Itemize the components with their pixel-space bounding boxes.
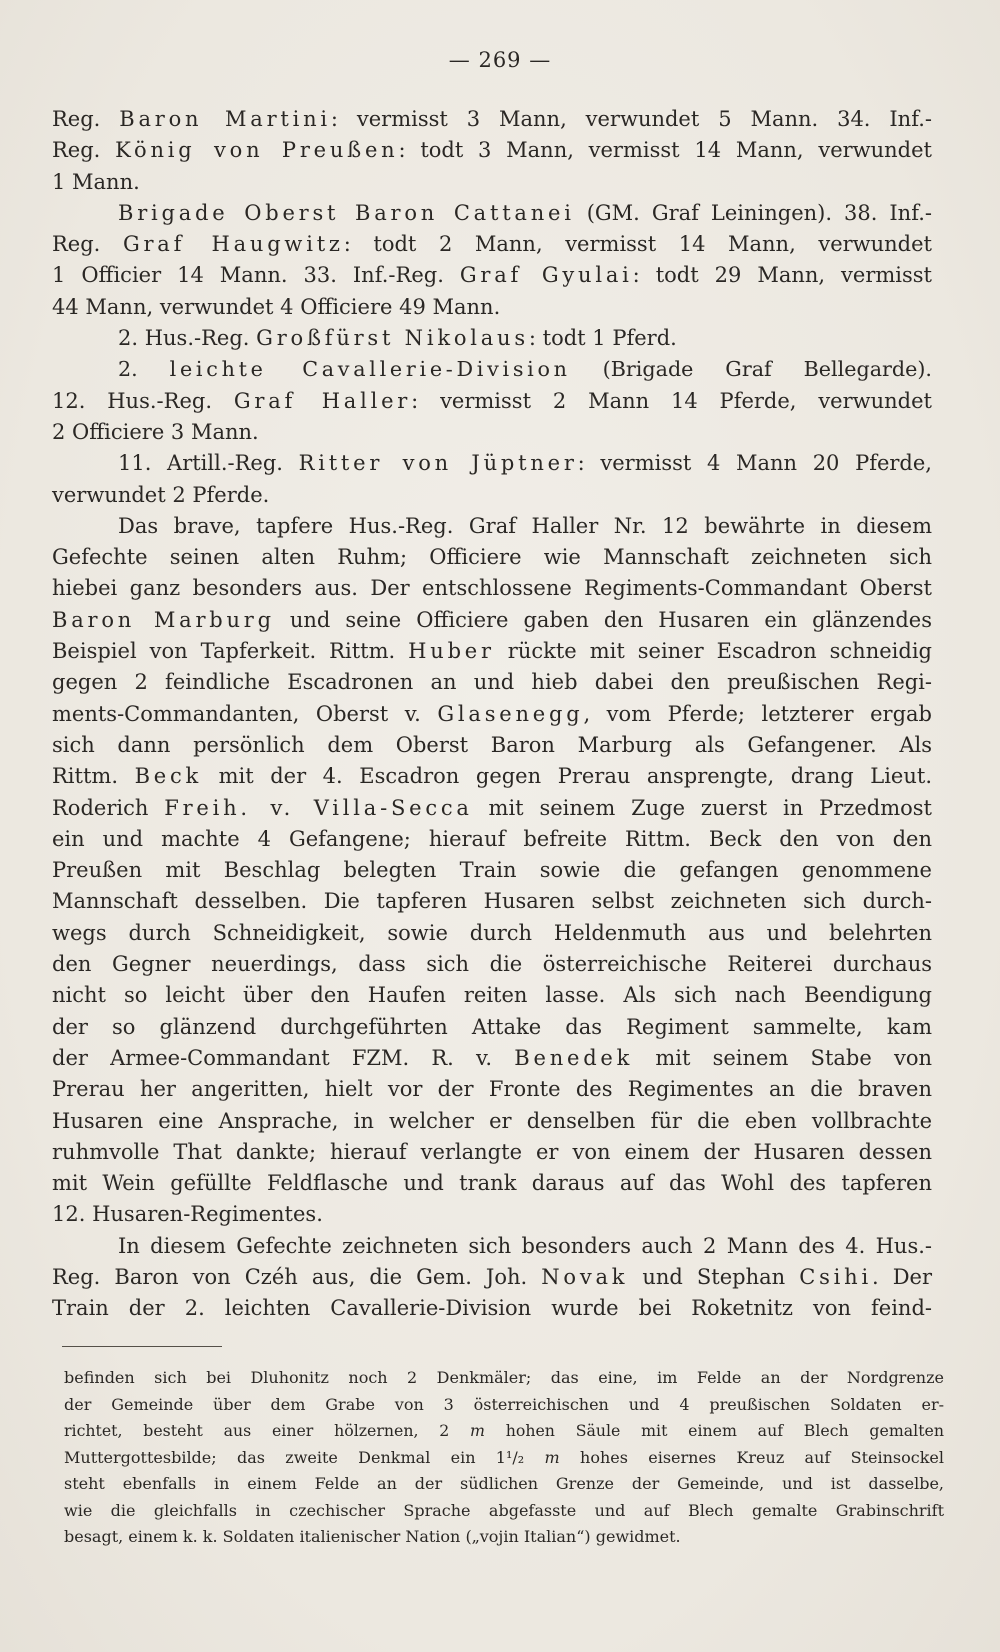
text-line: wegs durch Schneidigkeit, sowie durch Heldenmuth aus und belehrten xyxy=(52,920,932,945)
text-line: Reg. Graf Haugwitz: todt 2 Mann, vermisst 14 Mann, verwundet xyxy=(52,232,932,257)
text-line: sich dann persönlich dem Oberst Baron Marburg als Gefangener. Als xyxy=(52,732,932,757)
text-line: Husaren eine Ansprache, in welcher er denselben für die eben vollbrachte xyxy=(52,1108,932,1133)
text-line: 12. Husaren-Regimentes. xyxy=(52,1202,323,1227)
footnote-line: richtet, besteht aus einer hölzernen, 2 m hohen Säule mit einem auf Blech gemalten xyxy=(64,1421,944,1440)
text-line: Das brave, tapfere Hus.-Reg. Graf Haller Nr. 12 bewährte in diesem xyxy=(118,513,932,538)
text-line: gegen 2 feindliche Escadronen an und hieb dabei den preußischen Regi- xyxy=(52,670,932,695)
text-line: der so glänzend durchgeführten Attake das Regiment sammelte, kam xyxy=(52,1014,932,1039)
text-line: Reg. Baron Martini: vermisst 3 Mann, verwundet 5 Mann. 34. Inf.- xyxy=(52,107,932,131)
text-line: nicht so leicht über den Haufen reiten lasse. Als sich nach Beendigung xyxy=(52,983,932,1008)
text-line: ments-Commandanten, Oberst v. Glasenegg, vom Pferde; letzterer ergab xyxy=(52,701,932,726)
text-line: Rittm. Beck mit der 4. Escadron gegen Prerau ansprengte, drang Lieut. xyxy=(52,764,932,789)
text-line: Reg. König von Preußen: todt 3 Mann, vermisst 14 Mann, verwundet xyxy=(52,138,932,163)
text-line: ein und machte 4 Gefangene; hierauf befreite Rittm. Beck den von den xyxy=(52,826,932,851)
text-line: 2. Hus.-Reg. Großfürst Nikolaus: todt 1 Pferd. xyxy=(118,326,677,351)
text-line: den Gegner neuerdings, dass sich die österreichische Reiterei durchaus xyxy=(52,952,932,977)
text-line: 1 Officier 14 Mann. 33. Inf.-Reg. Graf Gyulai: todt 29 Mann, vermisst xyxy=(52,263,932,288)
text-line: hiebei ganz besonders aus. Der entschlossene Regiments-Commandant Oberst xyxy=(52,576,932,601)
text-line: Baron Marburg und seine Officiere gaben den Husaren ein glänzendes xyxy=(52,607,932,632)
text-line: 11. Artill.-Reg. Ritter von Jüptner: vermisst 4 Mann 20 Pferde, xyxy=(118,451,932,476)
text-line: 1 Mann. xyxy=(52,169,140,194)
footnote-divider xyxy=(62,1346,222,1347)
text-line: verwundet 2 Pferde. xyxy=(52,482,270,507)
text-line: 2. leichte Cavallerie-Division (Brigade Graf Bellegarde). xyxy=(118,357,932,382)
footnote-line: befinden sich bei Dluhonitz noch 2 Denkmäler; das eine, im Felde an der Nordgrenze xyxy=(64,1368,944,1387)
text-line: Mannschaft desselben. Die tapferen Husaren selbst zeichneten sich durch- xyxy=(52,889,932,914)
text-line: der Armee-Commandant FZM. R. v. Benedek mit seinem Stabe von xyxy=(52,1045,932,1070)
text-line: Reg. Baron von Czéh aus, die Gem. Joh. Novak und Stephan Csihi. Der xyxy=(52,1264,932,1289)
text-line: Prerau her angeritten, hielt vor der Fronte des Regimentes an die braven xyxy=(52,1077,932,1102)
text-line: mit Wein gefüllte Feldflasche und trank daraus auf das Wohl des tapferen xyxy=(52,1171,932,1196)
text-line: In diesem Gefechte zeichneten sich besonders auch 2 Mann des 4. Hus.- xyxy=(118,1233,932,1258)
text-line: 12. Hus.-Reg. Graf Haller: vermisst 2 Mann 14 Pferde, verwundet xyxy=(52,388,932,413)
text-line: Roderich Freih. v. Villa-Secca mit seinem Zuge zuerst in Przedmost xyxy=(52,795,932,820)
text-line: 2 Officiere 3 Mann. xyxy=(52,419,259,444)
text-line: Preußen mit Beschlag belegten Train sowie die gefangen genommene xyxy=(52,858,932,883)
text-line: Gefechte seinen alten Ruhm; Officiere wie Mannschaft zeichneten sich xyxy=(52,545,932,570)
footnote-line: besagt, einem k. k. Soldaten italienischer Nation („vojin Italian“) gewidmet. xyxy=(64,1527,681,1546)
footnote xyxy=(64,1365,944,1551)
main-text xyxy=(52,104,932,1325)
footnote-line: Muttergottesbilde; das zweite Denkmal ein 1¹/₂ m hohes eisernes Kreuz auf Steinsockel xyxy=(64,1447,944,1467)
text-line: 44 Mann, verwundet 4 Officiere 49 Mann. xyxy=(52,294,501,319)
text-line: Train der 2. leichten Cavallerie-Division wurde bei Roketnitz von feind- xyxy=(52,1296,932,1321)
footnote-line: der Gemeinde über dem Grabe von 3 österreichischen und 4 preußischen Soldaten er- xyxy=(64,1394,944,1414)
footnote-line: steht ebenfalls in einem Felde an der südlichen Grenze der Gemeinde, und ist dasselbe, xyxy=(64,1474,944,1493)
text-line: Beispiel von Tapferkeit. Rittm. Huber rückte mit seiner Escadron schneidig xyxy=(52,639,932,664)
text-line: ruhmvolle That dankte; hierauf verlangte er von einem der Husaren dessen xyxy=(52,1139,932,1164)
text-line: Brigade Oberst Baron Cattanei (GM. Graf Leiningen). 38. Inf.- xyxy=(118,200,932,225)
footnote-line: wie die gleichfalls in czechischer Sprache abgefasste und auf Blech gemalte Grabinschrift xyxy=(64,1500,944,1520)
page-number: — 269 — xyxy=(448,48,552,72)
